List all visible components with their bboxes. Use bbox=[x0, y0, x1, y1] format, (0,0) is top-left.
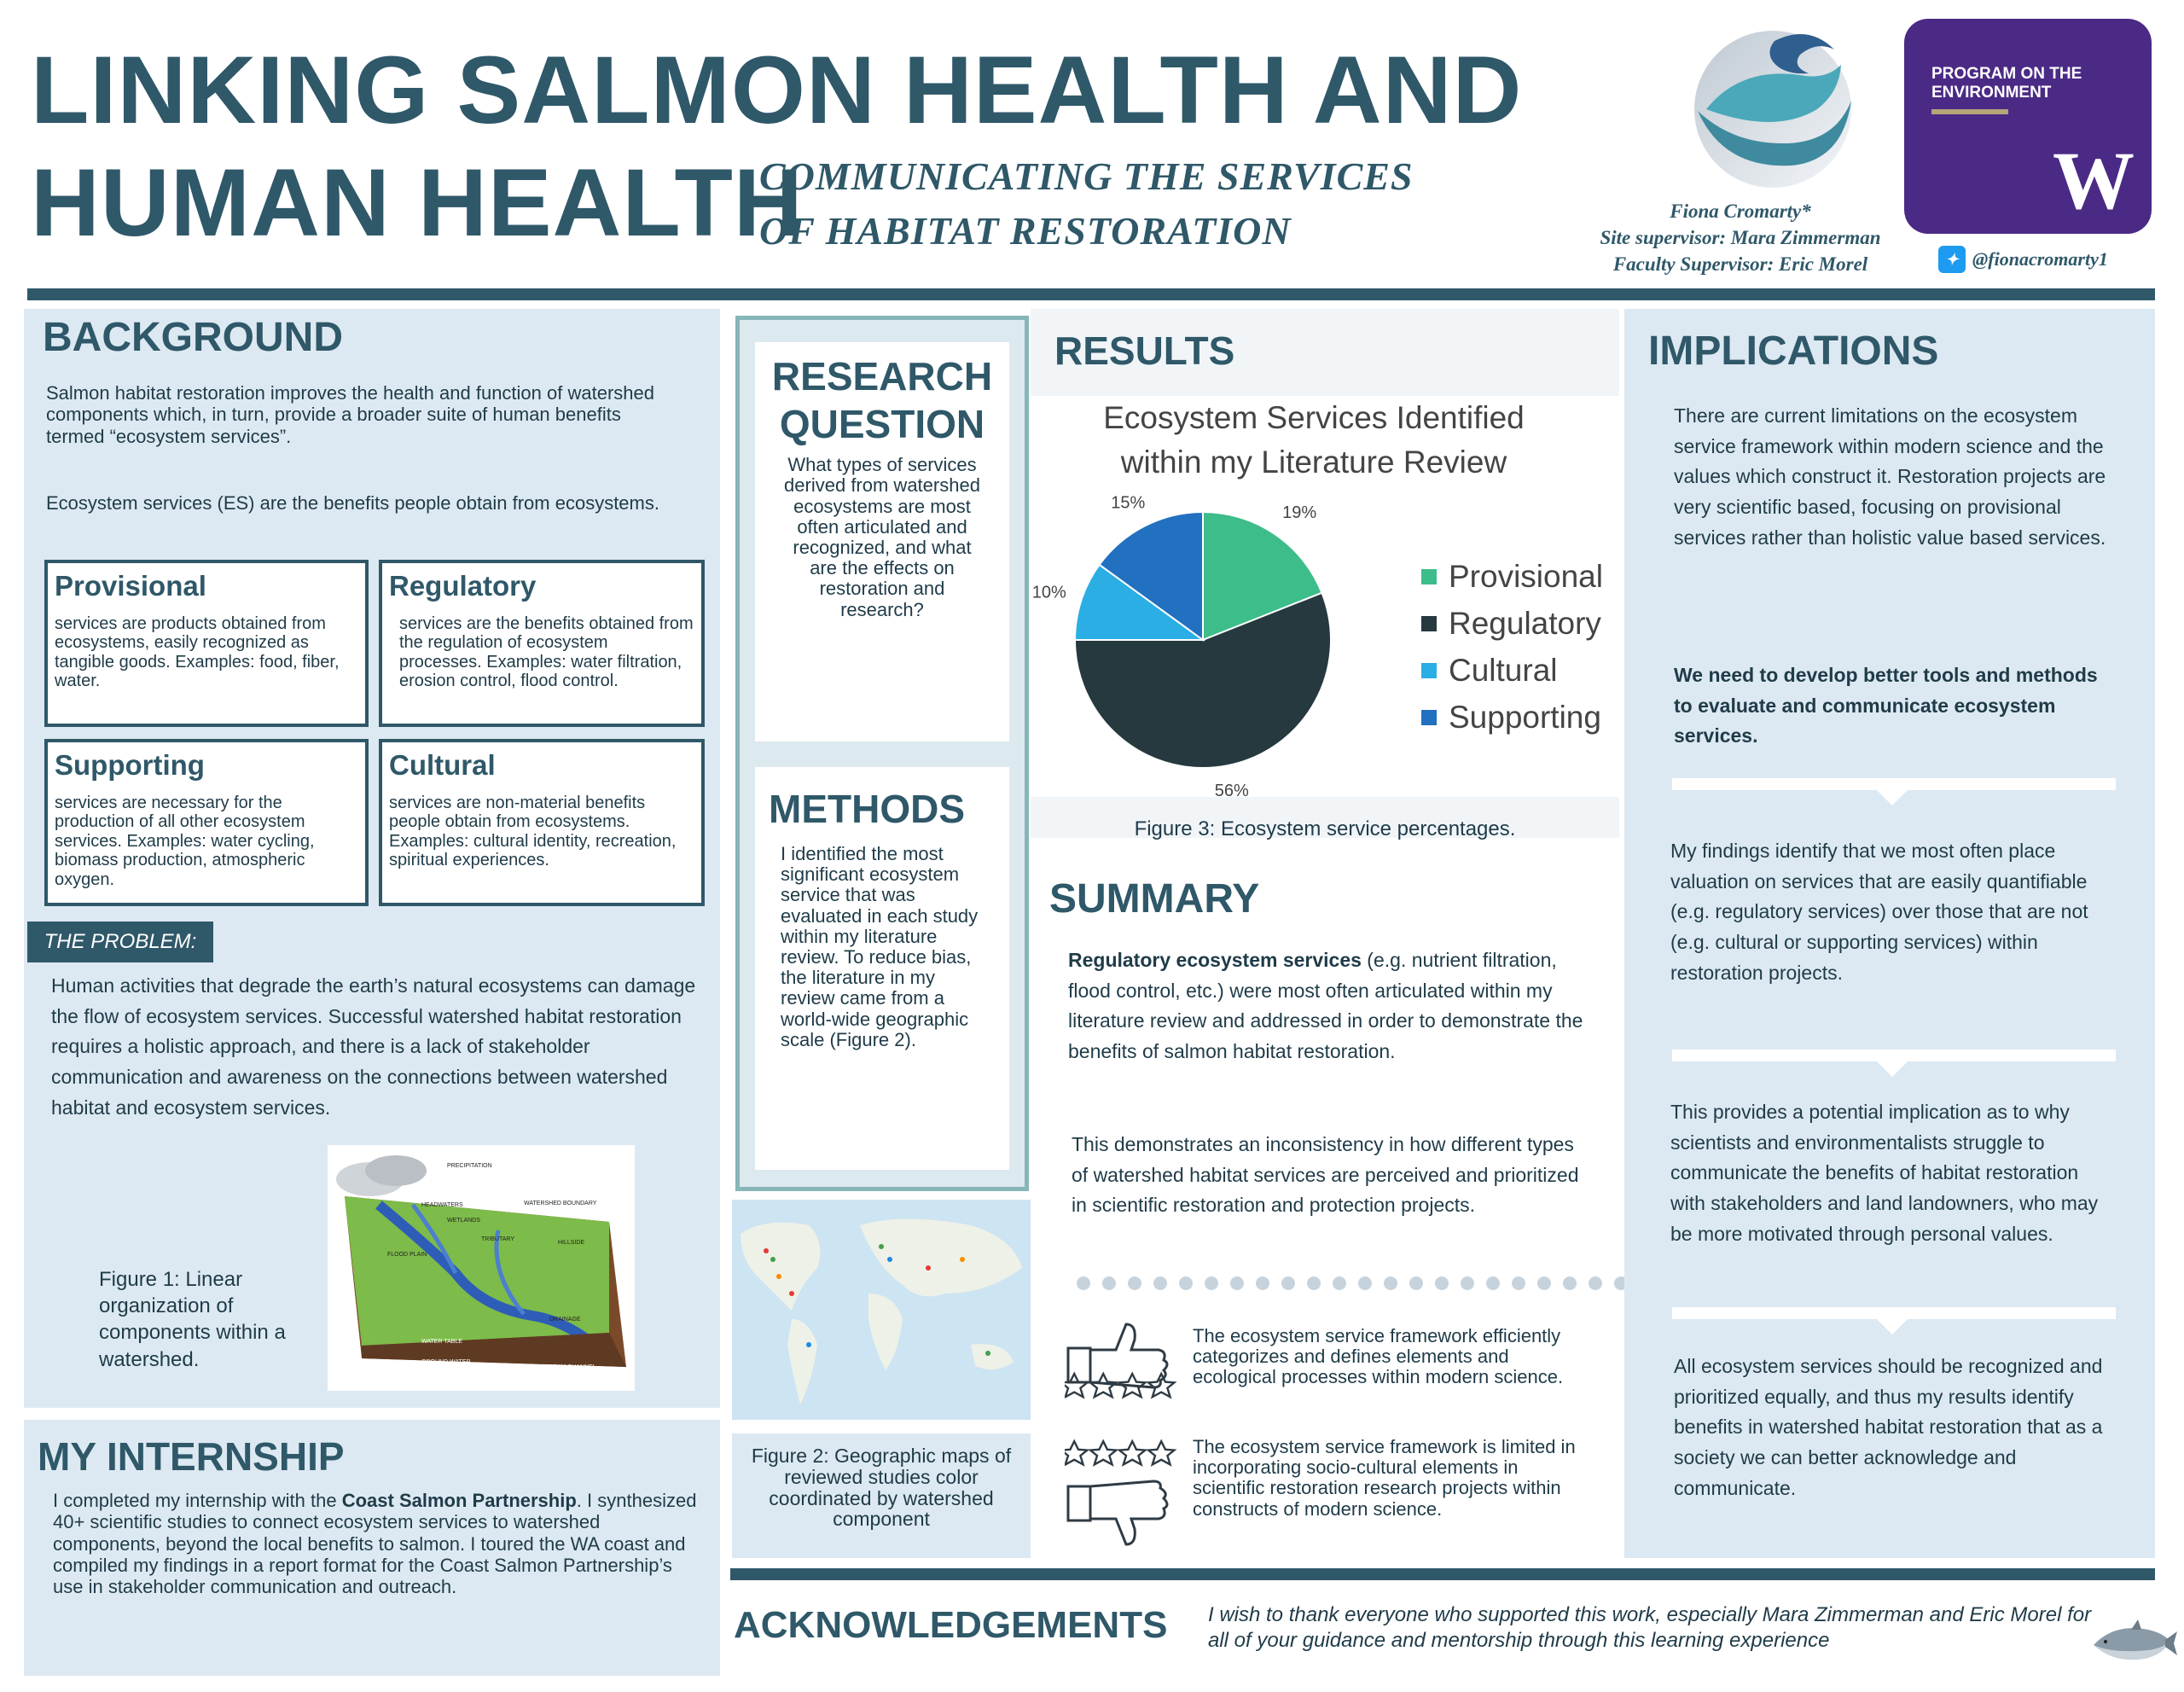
chart-legend bbox=[1421, 553, 1603, 741]
legend-swatch-provisional bbox=[1421, 569, 1437, 584]
fig1-label-flood-plain: FLOOD PLAIN bbox=[387, 1252, 427, 1258]
regulatory-box bbox=[379, 560, 705, 727]
internship-text-pre: I completed my internship with the bbox=[53, 1490, 342, 1511]
pie-label-regulatory: 56% bbox=[1214, 781, 1249, 800]
summary-heading: SUMMARY bbox=[1049, 876, 1260, 922]
implications-heading: IMPLICATIONS bbox=[1648, 329, 1939, 374]
header-divider bbox=[27, 288, 2155, 300]
fig1-label-ground-water: GROUND WATER bbox=[421, 1359, 471, 1365]
figure2-map bbox=[732, 1200, 1031, 1420]
chart-title-line1: Ecosystem Services Identified bbox=[1103, 400, 1525, 435]
internship-text-post: . I synthesized 40+ scientific studies to connect ecosystem services to watershed components, beyond the local benefits to salmon. I toured the WA coast and compiled my findings in a report format for the Coast Salmon Partnership’s use in stakeholder communication and outreach. bbox=[53, 1490, 697, 1598]
implications-p2: We need to develop better tools and methods to evaluate and communicate ecosystem services. bbox=[1674, 664, 2098, 747]
legend-item-supporting bbox=[1421, 694, 1603, 741]
acknowledgements-text: I wish to thank everyone who supported this work, especially Mara Zimmerman and Eric Morel for all of your guidance and mentorship through this learning experience bbox=[1208, 1603, 2092, 1652]
fig1-label-precipitation: PRECIPITATION bbox=[447, 1163, 492, 1169]
supporting-title: Supporting bbox=[55, 749, 205, 781]
figure1-image bbox=[328, 1145, 635, 1391]
internship-org-name: Coast Salmon Partnership bbox=[341, 1490, 577, 1511]
author-name: Fiona Cromarty* bbox=[1670, 201, 1811, 222]
acknowledgements-divider bbox=[730, 1568, 2155, 1580]
cultural-text: services are non-material benefits people obtain from ecosystems. Examples: cultural identity, recreation, spiritual experiences. bbox=[389, 794, 677, 870]
implications-p1-wrap bbox=[1674, 401, 2117, 553]
program-on-environment-logo bbox=[1904, 19, 2152, 234]
supporting-text: services are necessary for the production of all other ecosystem services. Examples: water cycling, biomass production, atmospheric oxygen. bbox=[55, 794, 315, 889]
thumbs-up-icon bbox=[1065, 1319, 1184, 1422]
title-line-1: LINKING SALMON HEALTH AND bbox=[31, 37, 1523, 143]
figure3-caption: Figure 3: Ecosystem service percentages. bbox=[1134, 817, 1516, 840]
research-question-text: What types of services derived from watershed ecosystems are most often articulated and recognized, and what are the effects on restoration and research? bbox=[784, 454, 980, 620]
provisional-box bbox=[44, 560, 369, 727]
fig1-label-hillside: HILLSIDE bbox=[558, 1240, 585, 1246]
pie-label-supporting: 15% bbox=[1111, 493, 1146, 513]
cultural-box bbox=[379, 739, 705, 906]
author-block bbox=[1570, 198, 1911, 277]
twitter-icon: ✦ bbox=[1938, 246, 1966, 273]
problem-text: Human activities that degrade the earth’s natural ecosystems can damage the flow of ecosystem services. Successful watershed habitat restoration requires a holistic approach, and there is a lack of stakeholder communication and awareness on the connections between watershed habitat and ecosystem services. bbox=[51, 974, 696, 1119]
implications-p4-wrap bbox=[1670, 1097, 2114, 1249]
summary-bold-term: Regulatory ecosystem services bbox=[1068, 949, 1362, 971]
pie-label-provisional: 19% bbox=[1282, 503, 1317, 523]
research-question-heading bbox=[755, 352, 1009, 448]
pie-label-cultural: 10% bbox=[1031, 583, 1066, 602]
methods-heading: METHODS bbox=[769, 787, 965, 831]
research-methods-column bbox=[735, 316, 1029, 1191]
regulatory-text: services are the benefits obtained from the regulation of ecosystem processes. Examples: water filtration, erosion control, flood control. bbox=[399, 614, 694, 691]
implications-p3: My findings identify that we most often place valuation on services that are easily quantifiable (e.g. regulatory services) over those that are not (e.g. cultural or supporting services) within restoration projects. bbox=[1670, 840, 2088, 984]
summary-paragraph-1 bbox=[1068, 945, 1597, 1067]
twitter-handle-text: @fionacromarty1 bbox=[1972, 248, 2108, 270]
summary-p1-rest: (e.g. nutrient filtration, flood control, etc.) were most often articulated within my literature review and addressed in order to demonstrate the benefits of salmon habitat restoration. bbox=[1068, 949, 1583, 1062]
thumbs-down-icon bbox=[1065, 1439, 1184, 1550]
implications-separator-2 bbox=[1672, 1050, 2116, 1061]
fig1-label-headwaters: HEADWATERS bbox=[421, 1202, 463, 1208]
fig1-label-stream-channel: STREAM CHANNEL bbox=[541, 1364, 596, 1370]
implications-p2-wrap bbox=[1674, 660, 2117, 752]
background-intro: Salmon habitat restoration improves the health and function of watershed components which, in turn, provide a broader suite of human benefits termed “ecosystem services”. bbox=[46, 382, 654, 447]
legend-label-regulatory: Regulatory bbox=[1449, 605, 1601, 641]
pie-chart bbox=[1015, 486, 1391, 811]
fig1-label-drainage: DRAINAGE bbox=[549, 1317, 581, 1323]
title-line-2: HUMAN HEALTH bbox=[31, 149, 804, 257]
fig1-label-watershed-boundary: WATERSHED BOUNDARY bbox=[524, 1201, 597, 1206]
summary-paragraph-2: This demonstrates an inconsistency in how different types of watershed habitat services are perceived and prioritized in scientific restoration and protection projects. bbox=[1072, 1133, 1579, 1217]
uw-logo-icon: W bbox=[2053, 135, 2135, 226]
framework-con-text: The ecosystem service framework is limited in incorporating socio-cultural elements in scientific restoration research projects within constructs of modern science. bbox=[1193, 1436, 1576, 1520]
legend-item-provisional bbox=[1421, 553, 1603, 600]
faculty-supervisor: Faculty Supervisor: Eric Morel bbox=[1612, 253, 1868, 276]
site-supervisor: Site supervisor: Mara Zimmerman bbox=[1600, 227, 1881, 249]
results-heading: RESULTS bbox=[1054, 329, 1235, 373]
poster-subtitle bbox=[759, 149, 1414, 259]
problem-label: THE PROBLEM: bbox=[27, 922, 213, 962]
cultural-title: Cultural bbox=[389, 749, 496, 781]
gold-bar bbox=[1931, 109, 2008, 114]
wave-logo-icon bbox=[1672, 15, 1868, 195]
legend-item-cultural bbox=[1421, 647, 1603, 694]
methods-card bbox=[755, 767, 1009, 1170]
program-line-1: PROGRAM ON THE bbox=[1931, 65, 2082, 83]
background-heading: BACKGROUND bbox=[43, 315, 343, 360]
dot-separator bbox=[1077, 1276, 1679, 1290]
background-definition: Ecosystem services (ES) are the benefits people obtain from ecosystems. bbox=[46, 492, 659, 514]
salmon-fish-icon bbox=[2088, 1611, 2177, 1669]
implications-p3-wrap bbox=[1670, 836, 2114, 988]
research-question-card bbox=[755, 342, 1009, 741]
fig1-label-water-table: WATER TABLE bbox=[421, 1339, 462, 1345]
internship-heading: MY INTERNSHIP bbox=[38, 1434, 345, 1479]
internship-text bbox=[53, 1490, 701, 1597]
implications-p5: All ecosystem services should be recognized and prioritized equally, and thus my results identify benefits in watershed habitat restoration that as a society we can better acknowledge and communicate. bbox=[1674, 1355, 2103, 1499]
legend-swatch-cultural bbox=[1421, 663, 1437, 678]
supporting-box bbox=[44, 739, 369, 906]
regulatory-title: Regulatory bbox=[389, 570, 537, 602]
legend-label-provisional: Provisional bbox=[1449, 558, 1603, 594]
twitter-handle[interactable] bbox=[1938, 246, 2108, 273]
legend-swatch-regulatory bbox=[1421, 616, 1437, 631]
provisional-title: Provisional bbox=[55, 570, 206, 602]
legend-item-regulatory bbox=[1421, 600, 1603, 647]
watershed-illustration bbox=[328, 1145, 635, 1391]
implications-p1: There are current limitations on the ecosystem service framework within modern science and the values which construct it. Restoration projects are very scientific based, focusing on provisional services rather than holistic value based services. bbox=[1674, 404, 2106, 549]
subtitle-line-1: COMMUNICATING THE SERVICES bbox=[759, 154, 1414, 198]
program-line-2: ENVIRONMENT bbox=[1931, 83, 2052, 102]
subtitle-line-2: OF HABITAT RESTORATION bbox=[759, 209, 1292, 253]
legend-label-cultural: Cultural bbox=[1449, 652, 1558, 688]
provisional-text: services are products obtained from ecosystems, easily recognized as tangible goods. Examples: food, fiber, water. bbox=[55, 614, 340, 691]
fig1-label-tributary: TRIBUTARY bbox=[481, 1236, 515, 1242]
implications-p5-wrap bbox=[1674, 1352, 2117, 1503]
implications-separator-1 bbox=[1672, 778, 2116, 790]
world-map-illustration bbox=[732, 1200, 1031, 1420]
legend-label-supporting: Supporting bbox=[1449, 699, 1601, 735]
chart-title-line2: within my Literature Review bbox=[1120, 444, 1507, 480]
implications-separator-3 bbox=[1672, 1307, 2116, 1319]
rq-heading-line1: RESEARCH bbox=[771, 354, 993, 398]
methods-text: I identified the most significant ecosystem service that was evaluated in each study within my literature review. To reduce bias, the literature in my review came from a world-wide geographic scale (Figure 2). bbox=[781, 843, 979, 1050]
framework-pro-text: The ecosystem service framework efficiently categorizes and defines elements and ecological processes within modern science. bbox=[1193, 1325, 1564, 1388]
legend-swatch-supporting bbox=[1421, 710, 1437, 725]
figure1-caption: Figure 1: Linear organization of components within a watershed. bbox=[99, 1268, 286, 1371]
acknowledgements-heading: ACKNOWLEDGEMENTS bbox=[734, 1604, 1168, 1646]
fig1-label-wetlands: WETLANDS bbox=[447, 1218, 480, 1224]
implications-p4: This provides a potential implication as to why scientists and environmentalists struggle to communicate the benefits of habitat restoration with stakeholders and land landowners, who may be more motivated through personal values. bbox=[1670, 1101, 2099, 1245]
chart-title bbox=[1075, 396, 1553, 485]
rq-heading-line2: QUESTION bbox=[779, 402, 985, 447]
figure2-caption: Figure 2: Geographic maps of reviewed studies color coordinated by watershed component bbox=[751, 1445, 1012, 1531]
